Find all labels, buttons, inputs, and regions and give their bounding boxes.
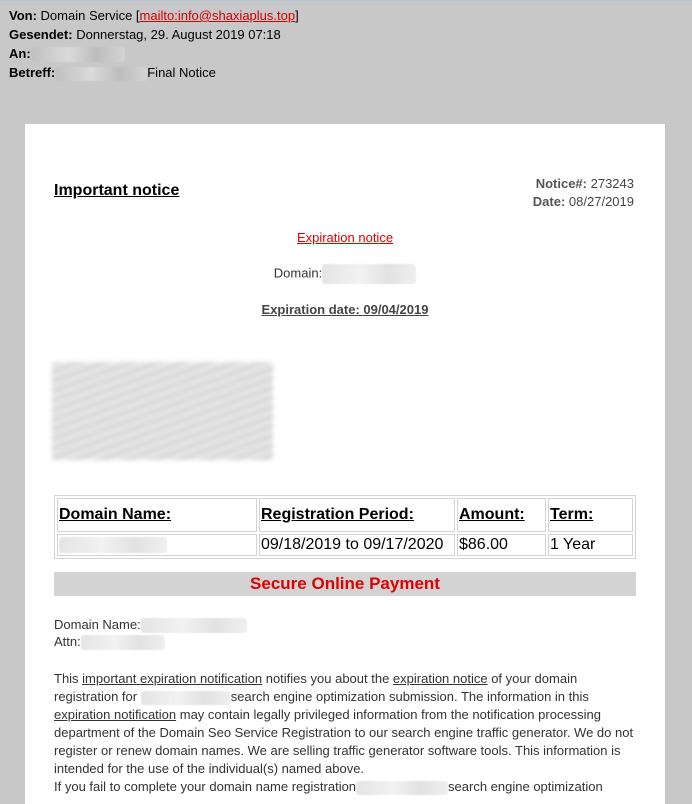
table-header-row: [57, 498, 633, 532]
col-amount: Amount:: [457, 498, 546, 532]
secure-payment-heading: Secure Online Payment: [54, 572, 636, 596]
redacted-attn: [81, 635, 165, 650]
cell-amount: $86.00: [457, 534, 546, 556]
notice-number-label: Notice#:: [535, 176, 587, 191]
to-label: An:: [9, 46, 31, 61]
expiration-notice-link[interactable]: Expiration notice: [296, 230, 394, 245]
notice-body-text: [54, 670, 636, 796]
redacted-domain: [322, 264, 416, 284]
col-term: Term:: [548, 498, 633, 532]
subject-label: Betreff:: [9, 65, 56, 80]
attn-label: Attn:: [54, 634, 81, 650]
col-domain-name: Domain Name:: [57, 498, 257, 532]
table-row: [57, 534, 633, 556]
redacted-body-domain-2: [356, 781, 448, 795]
payment-domain-label: Domain Name:: [54, 617, 141, 632]
page-title: Important notice: [54, 182, 180, 199]
registration-table: [54, 495, 636, 559]
cell-domain: [57, 534, 257, 556]
subject-row: [9, 63, 683, 82]
notice-meta: [533, 175, 634, 211]
important-notification-link: important expiration notification: [82, 671, 263, 686]
expiration-notification-link: expiration notification: [54, 707, 177, 722]
body-text-2: notifies you about the: [262, 671, 393, 686]
to-row: [9, 44, 683, 63]
redacted-domain-cell: [59, 537, 167, 553]
expiration-date: Expiration date: 09/04/2019: [261, 302, 429, 317]
email-header: [0, 0, 692, 82]
from-bracket: ]: [295, 8, 299, 23]
from-label: Von:: [9, 8, 37, 23]
from-name: Domain Service [: [40, 8, 140, 23]
expiration-notice-text-link: expiration notice: [392, 671, 488, 686]
sent-row: [9, 25, 683, 44]
from-email-link[interactable]: mailto:info@shaxiaplus.top: [139, 8, 296, 23]
redacted-logo: [52, 362, 273, 460]
email-body-card: [25, 124, 665, 804]
notice-date-label: Date:: [532, 194, 566, 209]
body-text-1: This: [54, 671, 83, 686]
domain-label: Domain:: [273, 265, 323, 281]
col-registration-period: Registration Period:: [259, 498, 455, 532]
redacted-payment-domain: [141, 618, 247, 633]
cell-term: 1 Year: [548, 534, 633, 556]
body-text-5: may contain legally privileged information from the notification processing department of the Domain Seo Service Registration to our search engine traffic generator. We do not register or renew domain names. We are selling traffic generator software tools. This information is intended for the use of the individual(s) named above.: [54, 707, 634, 776]
redacted-subject-domain: [55, 67, 147, 81]
body-text-4: search engine optimization submission. The information in this: [230, 689, 589, 704]
sent-label: Gesendet:: [9, 27, 73, 42]
notice-date: 08/27/2019: [568, 194, 634, 209]
redacted-recipient: [31, 47, 125, 62]
body-text-3: of your domain registration for: [54, 671, 578, 704]
payment-address: [54, 616, 247, 650]
cell-period: 09/18/2019 to 09/17/2020: [259, 534, 455, 556]
body-text-6: If you fail to complete your domain name registration: [54, 779, 357, 794]
domain-line: [25, 264, 665, 284]
notice-number: 273243: [590, 176, 634, 191]
subject-value: Final Notice: [147, 65, 216, 80]
sent-value: Donnerstag, 29. August 2019 07:18: [76, 27, 281, 42]
redacted-body-domain: [141, 691, 231, 705]
body-text-7: search engine optimization: [448, 779, 603, 794]
from-row: [9, 6, 683, 25]
